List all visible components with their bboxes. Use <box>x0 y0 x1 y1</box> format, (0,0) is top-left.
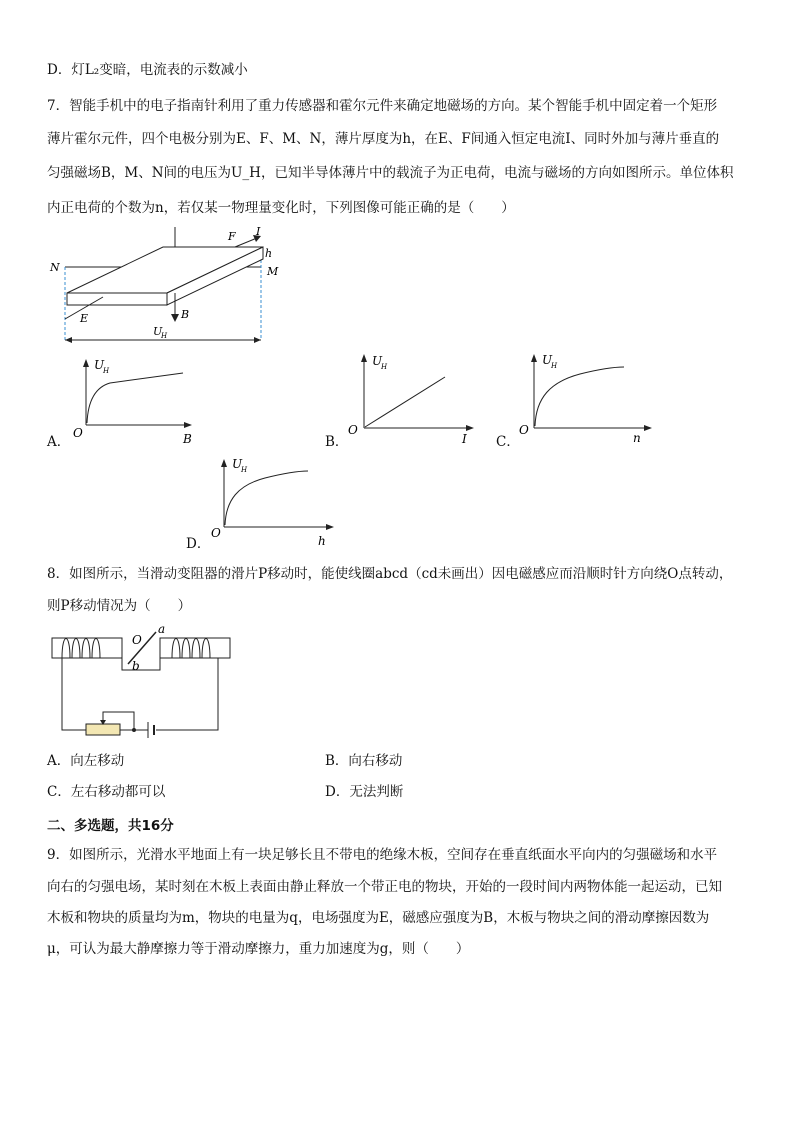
label-O: O <box>132 633 142 647</box>
label-N: N <box>50 261 60 274</box>
graph-d-option[interactable]: D． <box>186 536 211 552</box>
graph-d-origin: O <box>211 526 221 540</box>
label-E: E <box>80 312 89 325</box>
graph-a-origin: O <box>73 426 83 440</box>
graph-c-origin: O <box>519 423 529 437</box>
q7-line-3: 匀强磁场B，M、N间的电压为U_H，已知半导体薄片中的载流子为正电荷，电流与磁场的方向如图所示。单位体积 <box>47 165 734 181</box>
graph-d-xlabel: h <box>318 534 326 548</box>
graph-b-ysub: H <box>381 363 388 371</box>
label-a: a <box>158 622 166 636</box>
q8-option-b[interactable]: B．向右移动 <box>325 753 403 769</box>
graph-b-xlabel: I <box>462 432 467 446</box>
graph-b-origin: O <box>348 423 358 437</box>
q8-option-c[interactable]: C．左右移动都可以 <box>47 784 166 800</box>
q8-line-2: 则P移动情况为（ ） <box>47 598 192 614</box>
q9-line-3: 木板和物块的质量均为m，物块的电量为q，电场强度为E，磁感应强度为B，木板与物块之间的滑动摩擦因数为 <box>47 910 710 926</box>
graph-a <box>70 355 200 445</box>
q7-line-4: 内正电荷的个数为n，若仅某一物理量变化时，下列图像可能正确的是（ ） <box>47 200 515 216</box>
label-UH: U <box>153 325 163 338</box>
graph-a-ysub: H <box>103 367 110 375</box>
q8-line-1: 8．如图所示，当滑动变阻器的滑片P移动时，能使线圈abcd（cd未画出）因电磁感应而沿顺时针方向绕O点转动， <box>47 566 733 582</box>
q9-line-1: 9．如图所示，光滑水平地面上有一块足够长且不带电的绝缘木板，空间存在垂直纸面水平向内的匀强磁场和水平 <box>47 847 718 863</box>
q6-option-d: D．灯L₂变暗，电流表的示数减小 <box>47 62 248 78</box>
graph-a-option[interactable]: A． <box>47 434 71 450</box>
q8-option-a[interactable]: A．向左移动 <box>47 753 125 769</box>
graph-c-ylabel: U <box>542 353 553 367</box>
graph-d <box>210 455 340 550</box>
label-h: h <box>265 247 273 260</box>
graph-d-ysub: H <box>241 466 248 474</box>
graph-c-option[interactable]: C． <box>496 434 520 450</box>
section-heading-multiple-choice: 二、多选题，共16分 <box>47 818 174 834</box>
graph-c <box>520 350 660 445</box>
label-I: I <box>256 225 261 238</box>
graph-a-ylabel: U <box>94 358 105 372</box>
hall-element-figure <box>45 225 305 345</box>
q7-line-1: 7．智能手机中的电子指南针利用了重力传感器和霍尔元件来确定地磁场的方向。某个智能手机中固定着一个矩形 <box>47 98 718 114</box>
label-B: B <box>181 308 190 321</box>
graph-b <box>350 350 480 445</box>
q9-line-4: μ，可认为最大静摩擦力等于滑动摩擦力，重力加速度为g，则（ ） <box>47 941 470 957</box>
label-F: F <box>228 230 236 243</box>
label-b: b <box>132 659 140 673</box>
graph-d-ylabel: U <box>232 457 243 471</box>
graph-c-ysub: H <box>551 362 558 370</box>
label-UH-sub: H <box>161 332 168 340</box>
q7-line-2: 薄片霍尔元件，四个电极分别为E、F、M、N，薄片厚度为h，在E、F间通入恒定电流I、同时外加与薄片垂直的 <box>47 131 720 147</box>
solenoid-circuit-figure <box>48 622 248 737</box>
label-M: M <box>267 265 279 278</box>
graph-b-option[interactable]: B． <box>325 434 349 450</box>
graph-c-xlabel: n <box>633 431 641 445</box>
q8-option-d[interactable]: D．无法判断 <box>325 784 404 800</box>
graph-b-ylabel: U <box>372 354 383 368</box>
graph-a-xlabel: B <box>183 432 192 446</box>
q9-line-2: 向右的匀强电场，某时刻在木板上表面由静止释放一个带正电的物块，开始的一段时间内两物体能一起运动，已知 <box>47 879 722 895</box>
